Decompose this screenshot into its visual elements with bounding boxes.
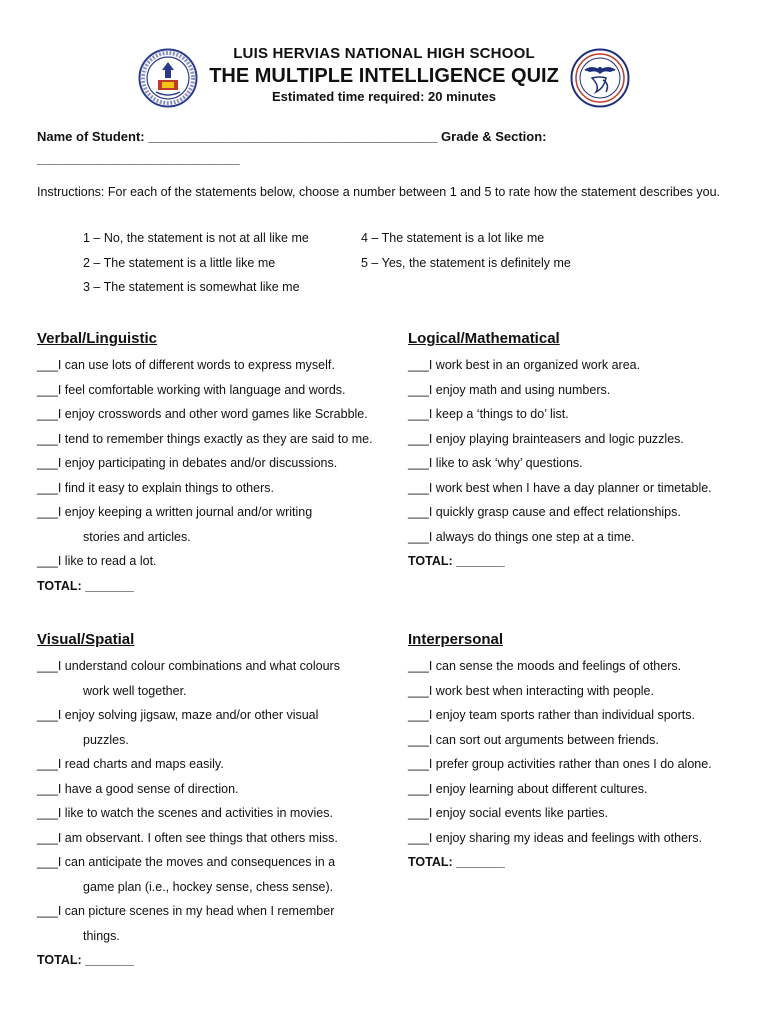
statement-list <box>408 654 768 850</box>
statement-continuation <box>37 679 397 704</box>
statement-item: ___I enjoy solving jigsaw, maze and/or other visual <box>37 708 319 722</box>
rating-scale-left <box>83 226 309 300</box>
continuation-text: stories and articles. <box>83 529 191 544</box>
estimated-time: Estimated time required: 20 minutes <box>272 89 496 104</box>
statement-list <box>37 353 397 574</box>
section-title: Verbal/Linguistic <box>37 330 158 347</box>
statement-item: ___I quickly grasp cause and effect relationships. <box>408 505 681 519</box>
section-verbal-linguistic <box>37 329 397 598</box>
statement-item: ___I enjoy crosswords and other word games like Scrabble. <box>37 407 368 421</box>
statement-item: ___I enjoy learning about different cultures. <box>408 781 648 796</box>
statement-list <box>408 353 768 549</box>
statement-item: ___I read charts and maps easily. <box>37 757 224 771</box>
student-name-line: Name of Student: ________________________________________ Grade & Section: <box>37 129 547 144</box>
statement-item: ___I can sense the moods and feelings of others. <box>408 659 682 673</box>
statement-item: ___I can use lots of different words to express myself. <box>37 358 335 372</box>
statement-item: ___I like to watch the scenes and activities in movies. <box>37 806 333 820</box>
statement-item: ___I prefer group activities rather than ones I do alone. <box>408 757 712 771</box>
section-total: TOTAL: _______ <box>408 855 505 869</box>
statement-item: ___I enjoy math and using numbers. <box>408 382 611 397</box>
rating-4: 4 – The statement is a lot like me <box>361 231 545 245</box>
continuation-text: things. <box>83 928 120 943</box>
section-title: Logical/Mathematical <box>408 330 560 347</box>
statement-item: ___I enjoy participating in debates and/or discussions. <box>37 456 338 470</box>
statement-item: ___I keep a ‘things to do’ list. <box>408 407 569 421</box>
section-title: Interpersonal <box>408 631 504 648</box>
section-total: TOTAL: _______ <box>37 953 134 967</box>
statement-item: ___I can picture scenes in my head when I remember <box>37 904 335 918</box>
rating-2: 2 – The statement is a little like me <box>83 255 276 270</box>
statement-item: ___I have a good sense of direction. <box>37 781 239 796</box>
continuation-text: game plan (i.e., hockey sense, chess sense). <box>83 879 334 894</box>
rating-scale-right <box>361 226 571 275</box>
statement-item: ___I enjoy sharing my ideas and feelings with others. <box>408 830 702 845</box>
quiz-title: THE MULTIPLE INTELLIGENCE QUIZ <box>209 65 559 87</box>
section-logical-mathematical <box>408 329 768 574</box>
statement-item: ___I tend to remember things exactly as they are said to me. <box>37 431 373 446</box>
statement-item: ___I like to read a lot. <box>37 554 157 568</box>
statement-continuation <box>37 924 397 949</box>
section-total: TOTAL: _______ <box>37 578 134 593</box>
statement-continuation <box>37 875 397 900</box>
section-interpersonal <box>408 630 768 875</box>
statement-item: ___I understand colour combinations and what colours <box>37 659 340 673</box>
continuation-text: puzzles. <box>83 732 129 747</box>
statement-continuation <box>37 525 397 550</box>
statement-item: ___I can sort out arguments between friends. <box>408 732 659 747</box>
statement-item: ___I enjoy team sports rather than individual sports. <box>408 708 695 722</box>
rating-1: 1 – No, the statement is not at all like me <box>83 231 309 245</box>
statement-item: ___I work best in an organized work area. <box>408 358 641 372</box>
statement-item: ___I work best when I have a day planner or timetable. <box>408 480 712 495</box>
rating-3: 3 – The statement is somewhat like me <box>83 280 300 294</box>
statement-item: ___I find it easy to explain things to others. <box>37 480 274 495</box>
grade-section-blank: ____________________________ <box>37 151 240 166</box>
document-header <box>0 44 768 106</box>
statement-item: ___I work best when interacting with people. <box>408 683 654 698</box>
statement-list <box>37 654 397 948</box>
section-total: TOTAL: _______ <box>408 554 505 568</box>
statement-item: ___I enjoy social events like parties. <box>408 806 609 820</box>
statement-item: ___I enjoy keeping a written journal and/or writing <box>37 505 313 519</box>
statement-item: ___I am observant. I often see things that others miss. <box>37 830 338 845</box>
statement-continuation <box>37 728 397 753</box>
school-name: LUIS HERVIAS NATIONAL HIGH SCHOOL <box>233 45 535 62</box>
statement-item: ___I like to ask ‘why’ questions. <box>408 456 583 470</box>
statement-item: ___I always do things one step at a time. <box>408 529 635 544</box>
continuation-text: work well together. <box>83 683 187 698</box>
statement-item: ___I can anticipate the moves and consequences in a <box>37 855 336 869</box>
rating-5: 5 – Yes, the statement is definitely me <box>361 255 571 270</box>
section-visual-spatial <box>37 630 397 973</box>
instructions-text: Instructions: For each of the statements below, choose a number between 1 and 5 to rate how the statement describes you. <box>37 185 721 199</box>
statement-item: ___I feel comfortable working with language and words. <box>37 382 346 397</box>
section-title: Visual/Spatial <box>37 631 135 648</box>
statement-item: ___I enjoy playing brainteasers and logic puzzles. <box>408 431 684 446</box>
